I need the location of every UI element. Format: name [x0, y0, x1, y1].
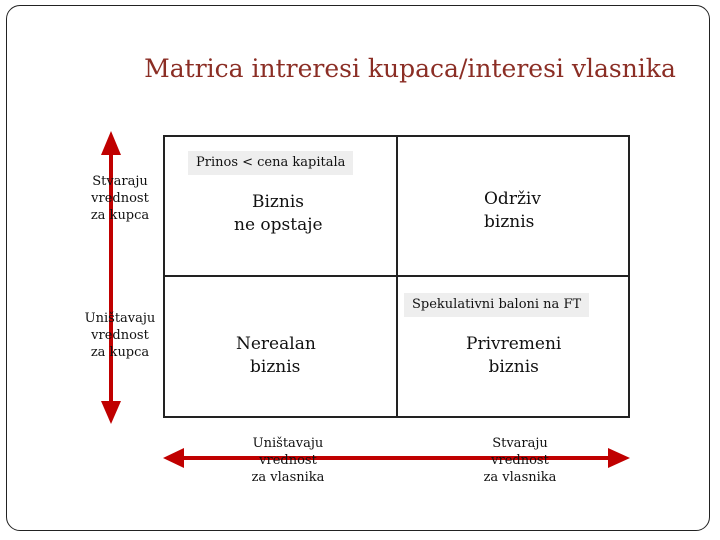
quadrant-bottom-right: Privremeni biznis — [466, 334, 562, 377]
y-axis-bottom-label: Uništavaju vrednost za kupca — [84, 311, 156, 360]
down-arrowhead — [101, 401, 121, 424]
x-axis-left-label: Uništavaju vrednost za vlasnika — [251, 436, 325, 485]
threshold-label-middle: Spekulativni baloni na FT — [404, 293, 589, 317]
right-arrowhead — [608, 448, 630, 468]
quadrant-top-right: Održiv biznis — [484, 189, 541, 232]
y-axis-top-label: Stvaraju vrednost za kupca — [90, 174, 150, 223]
left-arrowhead — [163, 448, 184, 468]
up-arrowhead — [101, 131, 121, 155]
threshold-label-top: Prinos < cena kapitala — [188, 151, 353, 175]
slide-title: Matrica intreresi kupaca/interesi vlasnika — [144, 54, 676, 83]
matrix-horizontal-divider — [165, 275, 628, 277]
quadrant-bottom-left: Nerealan biznis — [236, 334, 316, 377]
x-axis-right-label: Stvaraju vrednost za vlasnika — [483, 436, 557, 485]
quadrant-top-left: Biznis ne opstaje — [234, 192, 323, 235]
